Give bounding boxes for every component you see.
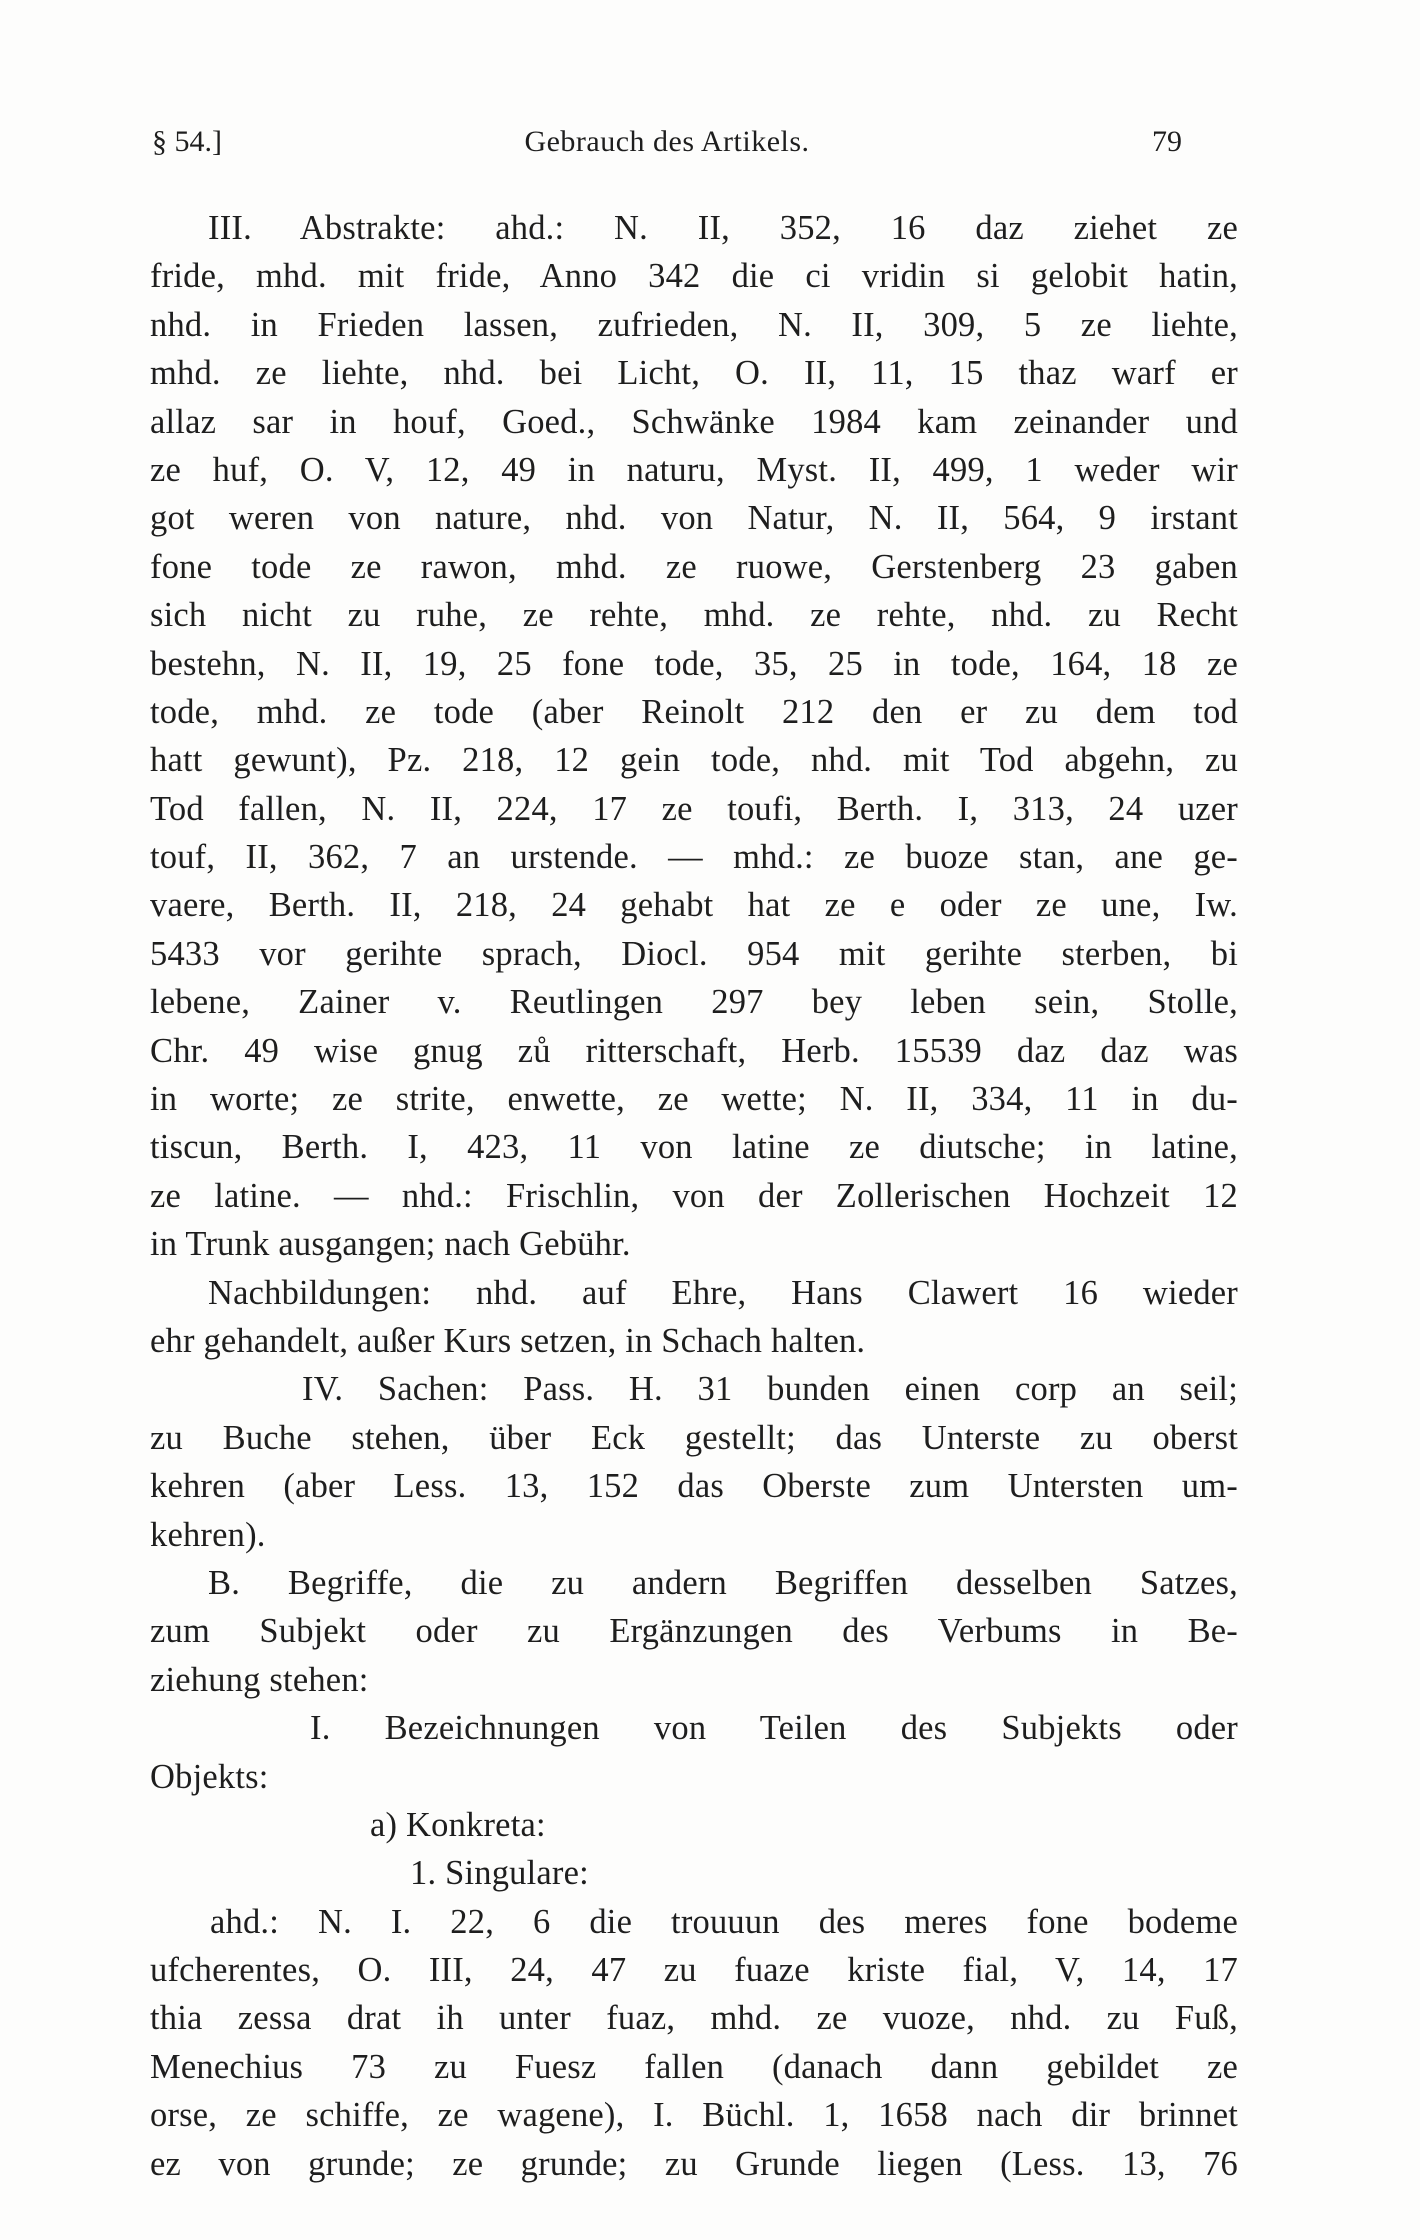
text-line: tiscun, Berth. I, 423, 11 von latine ze diutsche; in latine, <box>150 1128 1238 1167</box>
text-line: a) Konkreta: <box>370 1805 546 1844</box>
text-line: B. Begriffe, die zu andern Begriffen desselben Satzes, <box>208 1563 1238 1602</box>
running-title: Gebrauch des Artikels. <box>524 125 810 158</box>
text-line: kehren). <box>150 1515 266 1554</box>
page-number: 79 <box>1152 125 1182 158</box>
section-reference: § 54.] <box>152 125 222 158</box>
text-line: Menechius 73 zu Fuesz fallen (danach dann gebildet ze <box>150 2047 1238 2086</box>
text-line: ez von grunde; ze grunde; zu Grunde liegen (Less. 13, 76 <box>150 2144 1238 2183</box>
text-line: fride, mhd. mit fride, Anno 342 die ci vridin si gelobit hatin, <box>150 257 1238 296</box>
text-line: ufcherentes, O. III, 24, 47 zu fuaze kriste fial, V, 14, 17 <box>150 1951 1238 1990</box>
text-line: nhd. in Frieden lassen, zufrieden, N. II, 309, 5 ze liehte, <box>150 305 1238 344</box>
text-line: tode, mhd. ze tode (aber Reinolt 212 den er zu dem tod <box>150 692 1238 731</box>
text-line: Tod fallen, N. II, 224, 17 ze toufi, Berth. I, 313, 24 uzer <box>150 789 1238 828</box>
text-line: zum Subjekt oder zu Ergänzungen des Verbums in Be- <box>150 1612 1238 1651</box>
text-line: Nachbildungen: nhd. auf Ehre, Hans Clawert 16 wieder <box>208 1273 1238 1312</box>
text-line: ehr gehandelt, außer Kurs setzen, in Schach halten. <box>150 1321 866 1360</box>
text-line: bestehn, N. II, 19, 25 fone tode, 35, 25 in tode, 164, 18 ze <box>150 644 1238 683</box>
running-header <box>152 122 1182 162</box>
text-line: 1. Singulare: <box>410 1854 589 1893</box>
text-line: sich nicht zu ruhe, ze rehte, mhd. ze rehte, nhd. zu Recht <box>150 596 1238 635</box>
text-line: Objekts: <box>150 1757 269 1796</box>
text-line: in worte; ze strite, enwette, ze wette; N. II, 334, 11 in du- <box>150 1080 1238 1119</box>
text-line: got weren von nature, nhd. von Natur, N. II, 564, 9 irstant <box>150 499 1238 538</box>
text-line: mhd. ze liehte, nhd. bei Licht, O. II, 11, 15 thaz warf er <box>150 354 1238 393</box>
text-line: ziehung stehen: <box>150 1660 369 1699</box>
text-line: IV. Sachen: Pass. H. 31 bunden einen corp an seil; <box>302 1370 1238 1409</box>
text-line: lebene, Zainer v. Reutlingen 297 bey leben sein, Stolle, <box>150 983 1238 1022</box>
text-line: touf, II, 362, 7 an urstende. — mhd.: ze buoze stan, ane ge- <box>150 838 1238 877</box>
text-line: thia zessa drat ih unter fuaz, mhd. ze vuoze, nhd. zu Fuß, <box>150 1999 1238 2038</box>
text-line: zu Buche stehen, über Eck gestellt; das Unterste zu oberst <box>150 1418 1238 1457</box>
text-line: in Trunk ausgangen; nach Gebühr. <box>150 1225 631 1264</box>
text-line: hatt gewunt), Pz. 218, 12 gein tode, nhd. mit Tod abgehn, zu <box>150 741 1238 780</box>
text-line: kehren (aber Less. 13, 152 das Oberste zum Untersten um- <box>150 1467 1238 1506</box>
text-line: 5433 vor gerihte sprach, Diocl. 954 mit gerihte sterben, bi <box>150 934 1238 973</box>
text-line: ze huf, O. V, 12, 49 in naturu, Myst. II, 499, 1 weder wir <box>150 450 1238 489</box>
text-line: I. Bezeichnungen von Teilen des Subjekts oder <box>310 1709 1238 1748</box>
body-text <box>150 204 1238 2188</box>
text-line: ze latine. — nhd.: Frischlin, von der Zollerischen Hochzeit 12 <box>150 1176 1238 1215</box>
text-line: Chr. 49 wise gnug zů ritterschaft, Herb. 15539 daz daz was <box>150 1031 1238 1070</box>
text-line: fone tode ze rawon, mhd. ze ruowe, Gerstenberg 23 gaben <box>150 547 1238 586</box>
text-line: allaz sar in houf, Goed., Schwänke 1984 kam zeinander und <box>150 402 1238 441</box>
text-line: orse, ze schiffe, ze wagene), I. Büchl. 1, 1658 nach dir brinnet <box>150 2096 1238 2135</box>
text-line: III. Abstrakte: ahd.: N. II, 352, 16 daz ziehet ze <box>208 209 1238 247</box>
text-line: ahd.: N. I. 22, 6 die trouuun des meres fone bodeme <box>210 1902 1238 1941</box>
text-line: vaere, Berth. II, 218, 24 gehabt hat ze e oder ze une, Iw. <box>150 886 1238 925</box>
